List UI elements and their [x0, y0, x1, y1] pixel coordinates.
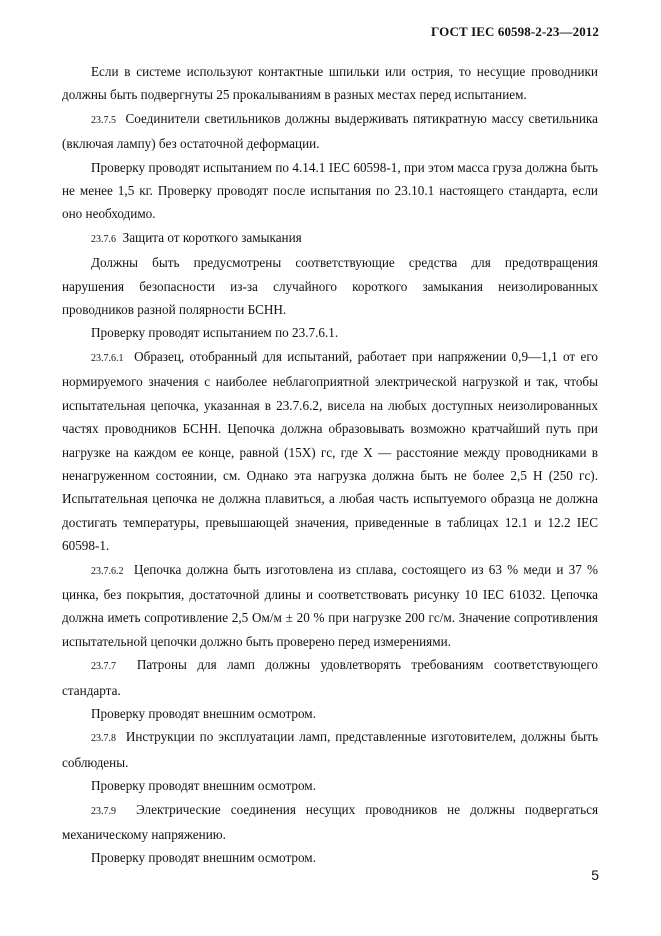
paragraph-text: Проверку проводят внешним осмотром. [91, 705, 316, 721]
paragraph [62, 702, 598, 725]
paragraph [62, 226, 598, 251]
paragraph-text: Патроны для ламп должны удовлетворять требованиям соответствующего стандарта. [62, 657, 599, 698]
paragraph [62, 321, 598, 344]
paragraph [62, 558, 598, 654]
paragraph-text: Электрические соединения несущих проводников не должны подвергаться механическому напряжению. [62, 801, 599, 842]
clause-number: 23.7.9 [91, 805, 116, 817]
clause-number: 23.7.5 [91, 114, 116, 126]
clause-number: 23.7.6.2 [91, 565, 124, 577]
clause-number: 23.7.8 [91, 733, 116, 745]
paragraph-text: Если в системе используют контактные шпильки или острия, то несущие проводники должны быть подвергнуты 25 прокалываниям в разных местах перед испытанием. [62, 64, 598, 103]
paragraph [62, 107, 598, 156]
paragraph [62, 653, 598, 702]
clause-number: 23.7.6 [91, 233, 116, 245]
paragraph [62, 798, 598, 847]
paragraph-text: Проверку проводят внешним осмотром. [91, 850, 316, 866]
paragraph [62, 156, 598, 226]
paragraph [62, 725, 598, 774]
paragraph-text: Соединители светильников должны выдерживать пятикратную массу светильника (включая лампу) без остаточной деформации. [62, 110, 598, 152]
paragraph [62, 345, 598, 558]
paragraph [62, 774, 598, 797]
paragraph-text: Проверку проводят испытанием по 4.14.1 IEC 60598-1, при этом масса груза должна быть не менее 1,5 кг. Проверку проводят после испытания по 23.10.1 настоящего стандарта, если оно необходимо. [62, 159, 598, 222]
paragraph-text: Инструкции по эксплуатации ламп, представленные изготовителем, должны быть соблюдены. [62, 729, 598, 770]
paragraph-text: Цепочка должна быть изготовлена из сплава, состоящего из 63 % меди и 37 % цинка, без покрытия, достаточной длины и соответствовать рисунку 10 IEC 61032. Цепочка должна иметь сопротивление 2,5 Ом/м ± 20 % при нагрузке 200 гс/м. Значение сопротивления испытательной цепочки должно быть проверено перед измерениями. [62, 561, 599, 649]
paragraph [62, 60, 598, 107]
paragraph [62, 251, 598, 321]
document-body [62, 60, 598, 870]
paragraph [62, 846, 598, 869]
clause-number: 23.7.6.1 [91, 352, 124, 364]
document-header: ГОСТ IEC 60598-2-23—2012 [431, 24, 599, 39]
paragraph-text: Проверку проводят внешним осмотром. [91, 778, 316, 794]
page-number: 5 [591, 867, 599, 883]
clause-heading: Защита от короткого замыкания [122, 229, 302, 245]
paragraph-text: Проверку проводят испытанием по 23.7.6.1. [91, 325, 339, 341]
clause-number: 23.7.7 [91, 661, 116, 673]
paragraph-text: Должны быть предусмотрены соответствующие средства для предотвращения нарушения безопасности из-за случайного короткого замыкания неизолированных проводников разной полярности БСНН. [62, 255, 598, 318]
paragraph-text: Образец, отобранный для испытаний, работает при напряжении 0,9—1,1 от его нормируемого значения с наиболее неблагоприятной электрической нагрузкой и так, чтобы испытательная цепочка, указанная в 23.7.6.2, висела на любых доступных неизолированных частях проводников БСНН. Цепочка должна образовывать возможно кратчайший путь при нагрузке на каждом ее конце, равной (15Х) гс, где Х — расстояние между проводниками в ненагруженном состоянии, см. Однако эта нагрузка должна быть не более 2,5 Н (250 гс). Испытательная цепочка не должна плавиться, а любая часть испытуемого образца не должна достигать температуры, превышающей значения, приведенные в таблицах 12.1 и 12.2 IEC 60598-1. [62, 348, 599, 554]
